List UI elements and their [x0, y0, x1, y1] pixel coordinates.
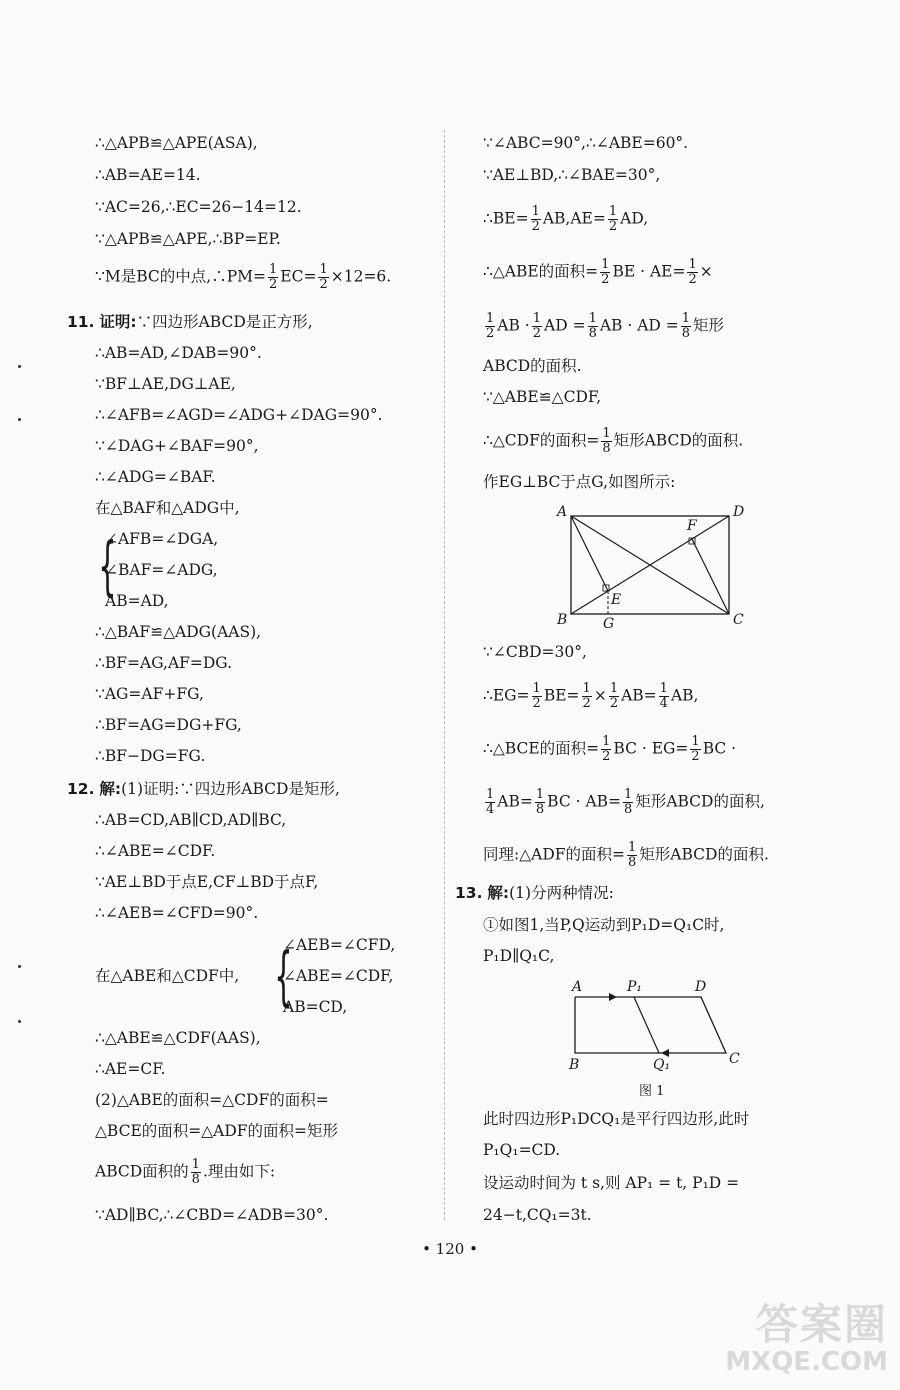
denominator: 2 — [532, 696, 541, 711]
label-b: B — [557, 612, 568, 628]
fraction — [601, 427, 611, 456]
numerator: 1 — [269, 262, 278, 277]
text-line-fraction — [483, 788, 765, 817]
numerator: 1 — [628, 840, 637, 855]
system-line: ∠ABE=∠CDF, — [283, 967, 394, 985]
fraction — [627, 841, 637, 870]
fraction — [268, 263, 278, 292]
denominator: 2 — [602, 749, 611, 764]
watermark-text: 答案圈 — [755, 1300, 888, 1349]
rectangle-figure — [553, 500, 753, 632]
numerator: 1 — [608, 204, 618, 219]
numerator: 1 — [582, 681, 591, 696]
question-label: 解: — [99, 780, 122, 798]
text-line-fraction — [95, 1158, 275, 1187]
text-line: ∵∠CBD=30°, — [483, 643, 587, 661]
text-seg: BC · EG= — [613, 739, 689, 758]
brace: { — [274, 940, 293, 1014]
text-line: 设运动时间为 t s,则 AP₁ = t, P₁D = — [483, 1174, 740, 1192]
text-seg: .理由如下: — [202, 1162, 276, 1181]
margin-dot — [18, 365, 21, 368]
question-label: 解: — [487, 884, 510, 902]
page-number: • 120 • — [422, 1240, 478, 1258]
text-line: ∵∠DAG+∠BAF=90°, — [95, 437, 259, 455]
label-c: C — [729, 1051, 740, 1067]
text-line: ∴∠AEB=∠CFD=90°. — [95, 904, 259, 922]
fraction — [485, 312, 495, 341]
text-line: ∴∠ABE=∠CDF. — [95, 842, 216, 860]
denominator: 2 — [609, 696, 619, 711]
text-seg: × — [593, 686, 607, 705]
text-line: ∵AG=AF+FG, — [95, 685, 204, 703]
fraction — [582, 682, 592, 711]
watermark-logo — [703, 1302, 888, 1382]
denominator: 2 — [319, 277, 328, 292]
text-line: ∵△ABE≌△CDF, — [483, 388, 602, 406]
denominator: 4 — [486, 802, 495, 817]
fraction — [681, 312, 691, 341]
label-g: G — [603, 616, 615, 632]
denominator: 8 — [628, 855, 637, 870]
text-line-fraction — [483, 205, 648, 234]
numerator: 1 — [688, 257, 697, 272]
numerator: 1 — [535, 787, 545, 802]
fraction — [608, 205, 618, 234]
numerator: 1 — [319, 262, 328, 277]
system-line: ∠AFB=∠DGA, — [105, 530, 219, 548]
numerator: 1 — [191, 1157, 200, 1172]
numerator: 1 — [532, 681, 541, 696]
denominator: 2 — [582, 696, 591, 711]
text-seg: × — [699, 262, 713, 281]
text-seg: BC · AB= — [547, 792, 622, 811]
margin-dot — [18, 965, 21, 968]
text-seg: AB,AE= — [542, 209, 606, 228]
text-seg: 矩形ABCD的面积. — [613, 431, 744, 450]
fraction — [532, 312, 542, 341]
fraction — [535, 788, 545, 817]
text-line: ABCD的面积. — [483, 357, 582, 375]
question-number: 11. — [67, 313, 95, 331]
label-d: D — [695, 979, 707, 995]
fraction — [600, 258, 610, 287]
fraction — [191, 1158, 201, 1187]
fraction — [690, 735, 700, 764]
text-line: ∵BF⊥AE,DG⊥AE, — [95, 375, 236, 393]
text-seg: 矩形ABCD的面积. — [639, 845, 769, 864]
fraction — [318, 263, 328, 292]
figure-caption: 图 1 — [639, 1084, 665, 1099]
text-line: (2)△ABE的面积=△CDF的面积= — [95, 1091, 329, 1109]
question-11 — [67, 312, 313, 332]
fraction — [601, 735, 611, 764]
denominator: 8 — [681, 326, 691, 341]
text-line: ∵∠ABC=90°,∴∠ABE=60°. — [483, 134, 689, 152]
denominator: 2 — [688, 272, 697, 287]
margin-dot — [18, 418, 21, 421]
text-line: ∴∠ADG=∠BAF. — [95, 468, 216, 486]
text-line: ∵AE⊥BD于点E,CF⊥BD于点F, — [95, 873, 319, 891]
system-line: AB=CD, — [283, 998, 348, 1016]
fraction — [531, 205, 541, 234]
text-line: ∴BF=AG=DG+FG, — [95, 716, 242, 734]
fraction — [659, 682, 669, 711]
text-line: ∴△ABE≌△CDF(AAS), — [95, 1029, 261, 1047]
text-seg: 矩形ABCD的面积, — [635, 792, 765, 811]
question-label: 证明: — [99, 313, 137, 331]
parallelogram-figure-1 — [561, 975, 751, 1075]
text-line: P₁Q₁=CD. — [483, 1141, 561, 1159]
text-seg: AB, — [670, 686, 699, 705]
text-line-fraction — [483, 312, 724, 341]
text-line: 24−t,CQ₁=3t. — [483, 1206, 592, 1224]
question-number: 12. — [67, 780, 95, 798]
text-line-fraction — [483, 841, 769, 870]
text-line-fraction — [483, 427, 743, 456]
text-line-fraction — [483, 258, 713, 287]
text-seg: (1)证明:∵四边形ABCD是矩形, — [121, 780, 340, 798]
text-line: ∴AB=AE=14. — [95, 166, 201, 184]
text-line: ∴AE=CF. — [95, 1060, 166, 1078]
denominator: 2 — [531, 219, 540, 234]
denominator: 8 — [191, 1172, 200, 1187]
denominator: 2 — [486, 326, 495, 341]
fraction — [485, 788, 495, 817]
fraction — [609, 682, 619, 711]
numerator: 1 — [486, 787, 495, 802]
numerator: 1 — [609, 681, 619, 696]
denominator: 2 — [608, 219, 618, 234]
text-line: ∵△APB≌△APE,∴BP=EP. — [95, 230, 281, 248]
label-e: E — [611, 592, 622, 608]
denominator: 2 — [601, 272, 610, 287]
text-line-fraction — [483, 682, 698, 711]
text-line: ∴BF=AG,AF=DG. — [95, 654, 233, 672]
label-c: C — [733, 612, 744, 628]
text-line: ∴AB=CD,AB∥CD,AD∥BC, — [95, 811, 287, 829]
denominator: 8 — [624, 802, 633, 817]
text-line: 在△BAF和△ADG中, — [95, 499, 240, 517]
arrow-left-icon — [661, 1049, 669, 1057]
text-seg: ∵四边形ABCD是正方形, — [136, 313, 313, 331]
text-seg: BE= — [543, 686, 580, 705]
text-seg: BC · — [702, 739, 737, 758]
text-seg: EC= — [280, 267, 317, 286]
text-line: ∵AC=26,∴EC=26−14=12. — [95, 198, 302, 216]
text-seg: AB · AD = — [599, 316, 679, 335]
label-a: A — [557, 504, 568, 520]
question-number: 13. — [455, 884, 483, 902]
text-seg: ABCD面积的 — [95, 1162, 189, 1181]
text-line-fraction — [95, 263, 391, 292]
numerator: 1 — [602, 426, 611, 441]
question-13 — [455, 883, 614, 903]
label-d: D — [733, 504, 745, 520]
text-seg: (1)分两种情况: — [509, 884, 614, 902]
fraction — [588, 312, 598, 341]
column-divider — [444, 130, 445, 1220]
text-seg: ∵M是BC的中点,∴PM= — [95, 267, 266, 286]
text-line: 在△ABE和△CDF中, — [95, 967, 240, 985]
watermark-url: MXQE.COM — [725, 1347, 888, 1377]
text-seg: 矩形 — [693, 316, 725, 335]
numerator: 1 — [681, 311, 691, 326]
text-seg: AD = — [544, 316, 586, 335]
text-seg: ∴BE= — [483, 209, 529, 228]
fraction — [532, 682, 542, 711]
denominator: 4 — [659, 696, 668, 711]
question-12 — [67, 779, 340, 799]
text-line: ①如图1,当P,Q运动到P₁D=Q₁C时, — [483, 916, 725, 934]
text-line: ∴△BAF≌△ADG(AAS), — [95, 623, 262, 641]
numerator: 1 — [602, 734, 611, 749]
denominator: 2 — [532, 326, 542, 341]
text-seg: ∴△CDF的面积= — [483, 431, 600, 450]
numerator: 1 — [659, 681, 668, 696]
label-f: F — [687, 518, 697, 534]
text-line: ∵AE⊥BD,∴∠BAE=30°, — [483, 166, 661, 184]
margin-dot — [18, 1020, 21, 1023]
denominator: 8 — [602, 441, 611, 456]
label-q1: Q₁ — [653, 1057, 671, 1073]
denominator: 2 — [691, 749, 700, 764]
text-line: 作EG⊥BC于点G,如图所示: — [483, 473, 676, 491]
text-line: 此时四边形P₁DCQ₁是平行四边形,此时 — [483, 1110, 750, 1128]
denominator: 8 — [588, 326, 597, 341]
text-line: ∴BF−DG=FG. — [95, 747, 206, 765]
arrow-right-icon — [609, 993, 617, 1001]
numerator: 1 — [486, 311, 495, 326]
numerator: 1 — [588, 311, 597, 326]
text-line: P₁D∥Q₁C, — [483, 947, 555, 965]
text-seg: ∴EG= — [483, 686, 530, 705]
text-line: △BCE的面积=△ADF的面积=矩形 — [95, 1122, 339, 1140]
label-a: A — [572, 979, 583, 995]
fraction — [687, 258, 697, 287]
numerator: 1 — [532, 311, 542, 326]
text-seg: BE · AE= — [612, 262, 686, 281]
label-p1: P₁ — [627, 979, 643, 995]
text-seg: AB= — [621, 686, 657, 705]
numerator: 1 — [691, 734, 700, 749]
text-line: ∴∠AFB=∠AGD=∠ADG+∠DAG=90°. — [95, 406, 383, 424]
system-line: ∠BAF=∠ADG, — [105, 561, 218, 579]
text-seg: AD, — [620, 209, 649, 228]
text-seg: ∴△BCE的面积= — [483, 739, 600, 758]
system-line: ∠AEB=∠CFD, — [283, 936, 396, 954]
text-seg: 同理:△ADF的面积= — [483, 845, 626, 864]
system-line: AB=AD, — [105, 592, 169, 610]
brace: { — [98, 530, 117, 604]
numerator: 1 — [624, 787, 633, 802]
text-line: ∴AB=AD,∠DAB=90°. — [95, 344, 262, 362]
text-line-fraction — [483, 735, 736, 764]
text-seg: AB= — [497, 792, 533, 811]
trapezoid-abcd — [575, 997, 726, 1053]
text-line: ∵AD∥BC,∴∠CBD=∠ADB=30°. — [95, 1206, 329, 1224]
text-seg: AB · — [497, 316, 530, 335]
text-line: ∴△APB≌△APE(ASA), — [95, 134, 258, 152]
denominator: 2 — [269, 277, 278, 292]
segment-p1q1 — [634, 997, 659, 1053]
label-b: B — [569, 1057, 580, 1073]
numerator: 1 — [531, 204, 540, 219]
denominator: 8 — [535, 802, 545, 817]
text-seg: ∴△ABE的面积= — [483, 262, 599, 281]
numerator: 1 — [601, 257, 610, 272]
text-seg: ×12=6. — [330, 267, 392, 286]
fraction — [623, 788, 633, 817]
